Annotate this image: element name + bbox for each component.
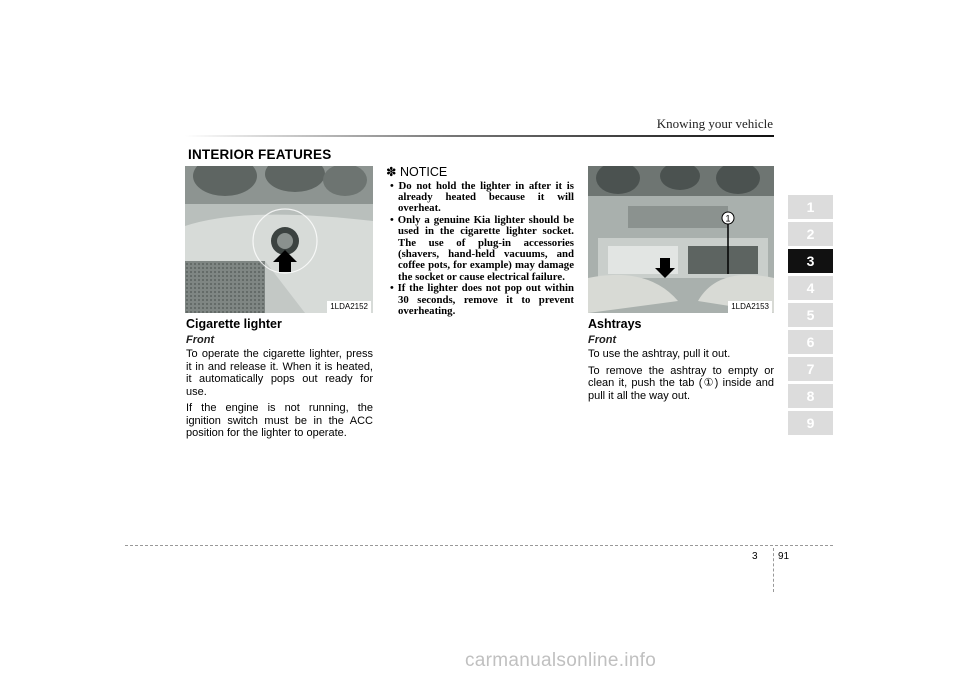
ashtrays-subheading: Front xyxy=(588,333,617,346)
notice-symbol-icon: ✽ xyxy=(386,165,397,179)
cigarette-lighter-subheading: Front xyxy=(186,333,215,346)
chapter-tab-2[interactable]: 2 xyxy=(788,222,833,246)
ashtrays-heading: Ashtrays xyxy=(588,317,642,331)
cigarette-lighter-section xyxy=(186,318,373,444)
ashtray-photo xyxy=(588,166,774,313)
cigarette-lighter-paragraph-1: To operate the cigarette lighter, press it in and release it. When it is heated, it automatically pops out ready for use. xyxy=(186,348,373,398)
chapter-tab-9[interactable]: 9 xyxy=(788,411,833,435)
footer-divider xyxy=(773,548,774,592)
chapter-tab-8[interactable]: 8 xyxy=(788,384,833,408)
notice-box xyxy=(386,166,574,317)
cigarette-lighter-photo xyxy=(185,166,373,313)
footer-rule xyxy=(125,545,833,546)
cigarette-lighter-paragraph-2: If the engine is not running, the ignition switch must be in the ACC position for the lighter to operate. xyxy=(186,402,373,439)
ashtray-callout: 1 xyxy=(725,213,731,224)
cigarette-lighter-heading: Cigarette lighter xyxy=(186,317,282,331)
chapter-tab-1[interactable]: 1 xyxy=(788,195,833,219)
running-head: Knowing your vehicle xyxy=(656,116,773,131)
watermark: carmanualsonline.info xyxy=(465,650,657,671)
chapter-tab-6[interactable]: 6 xyxy=(788,330,833,354)
chapter-tab-5[interactable]: 5 xyxy=(788,303,833,327)
chapter-tab-3[interactable]: 3 xyxy=(788,249,833,273)
chapter-tab-7[interactable]: 7 xyxy=(788,357,833,381)
page-number: 91 xyxy=(778,551,790,562)
notice-item: • Do not hold the lighter in after it is already heated because it will overheat. xyxy=(390,179,574,215)
chapter-tab-4[interactable]: 4 xyxy=(788,276,833,300)
notice-heading xyxy=(386,166,574,179)
ashtrays-paragraph-2: To remove the ashtray to empty or clean it, push the tab (①) inside and pull it all the way out. xyxy=(588,364,774,402)
notice-item: • Only a genuine Kia lighter should be used in the cigarette lighter socket. The use of plug-in accessories (shavers, hand-held vacuums, and coffee pots, for example) may damage the socket or cause electrical failure. xyxy=(390,213,574,283)
notice-list xyxy=(386,181,574,318)
notice-title: NOTICE xyxy=(399,165,448,179)
image-code-left: 1LDA2152 xyxy=(327,301,371,313)
notice-item: • If the lighter does not pop out within 30 seconds, remove it to prevent overheating. xyxy=(390,282,574,317)
chapter-tabs xyxy=(788,195,833,438)
ashtrays-section xyxy=(588,318,774,406)
ashtrays-paragraph-1: To use the ashtray, pull it out. xyxy=(588,348,731,360)
image-code-right: 1LDA2153 xyxy=(728,301,772,313)
header-rule xyxy=(185,135,774,137)
page-chapter: 3 xyxy=(752,551,758,562)
section-title: INTERIOR FEATURES xyxy=(188,147,332,162)
